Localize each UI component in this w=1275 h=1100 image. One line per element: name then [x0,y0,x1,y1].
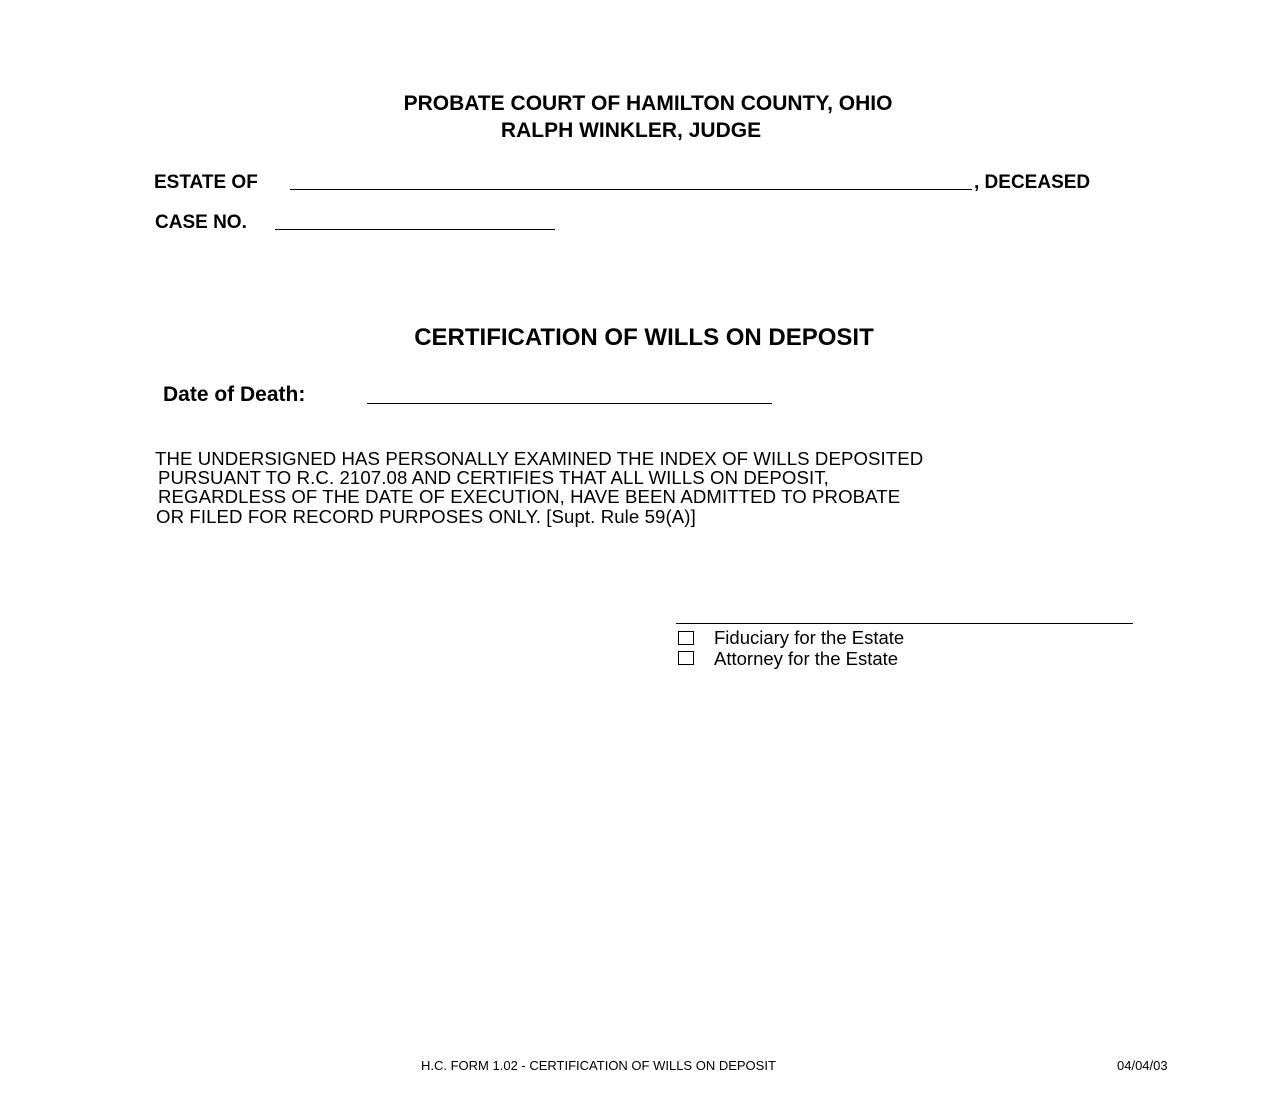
fiduciary-checkbox[interactable] [678,631,694,645]
attorney-checkbox[interactable] [678,651,694,665]
estate-field[interactable] [290,189,972,190]
date-of-death-label: Date of Death: [163,383,306,406]
attorney-label: Attorney for the Estate [714,648,899,669]
document-title: CERTIFICATION OF WILLS ON DEPOSIT [414,324,874,351]
footer-date: 04/04/03 [1117,1058,1168,1073]
fiduciary-label: Fiduciary for the Estate [714,627,905,648]
case-label: CASE NO. [155,212,247,233]
date-of-death-field[interactable] [367,403,772,404]
body-line: THE UNDERSIGNED HAS PERSONALLY EXAMINED THE INDEX OF WILLS DEPOSITED [155,448,924,469]
deceased-label: , DECEASED [974,172,1091,193]
body-line: OR FILED FOR RECORD PURPOSES ONLY. [Supt. Rule 59(A)] [156,506,696,527]
case-number-field[interactable] [275,229,555,230]
body-line: REGARDLESS OF THE DATE OF EXECUTION, HAVE BEEN ADMITTED TO PROBATE [158,486,901,507]
estate-label: ESTATE OF [154,172,258,193]
body-line: PURSUANT TO R.C. 2107.08 AND CERTIFIES THAT ALL WILLS ON DEPOSIT, [158,467,829,488]
footer-form-id: H.C. FORM 1.02 - CERTIFICATION OF WILLS ON DEPOSIT [421,1058,776,1073]
signature-line[interactable] [676,623,1133,624]
court-heading: PROBATE COURT OF HAMILTON COUNTY, OHIO [403,92,893,115]
judge-heading: RALPH WINKLER, JUDGE [500,119,762,142]
